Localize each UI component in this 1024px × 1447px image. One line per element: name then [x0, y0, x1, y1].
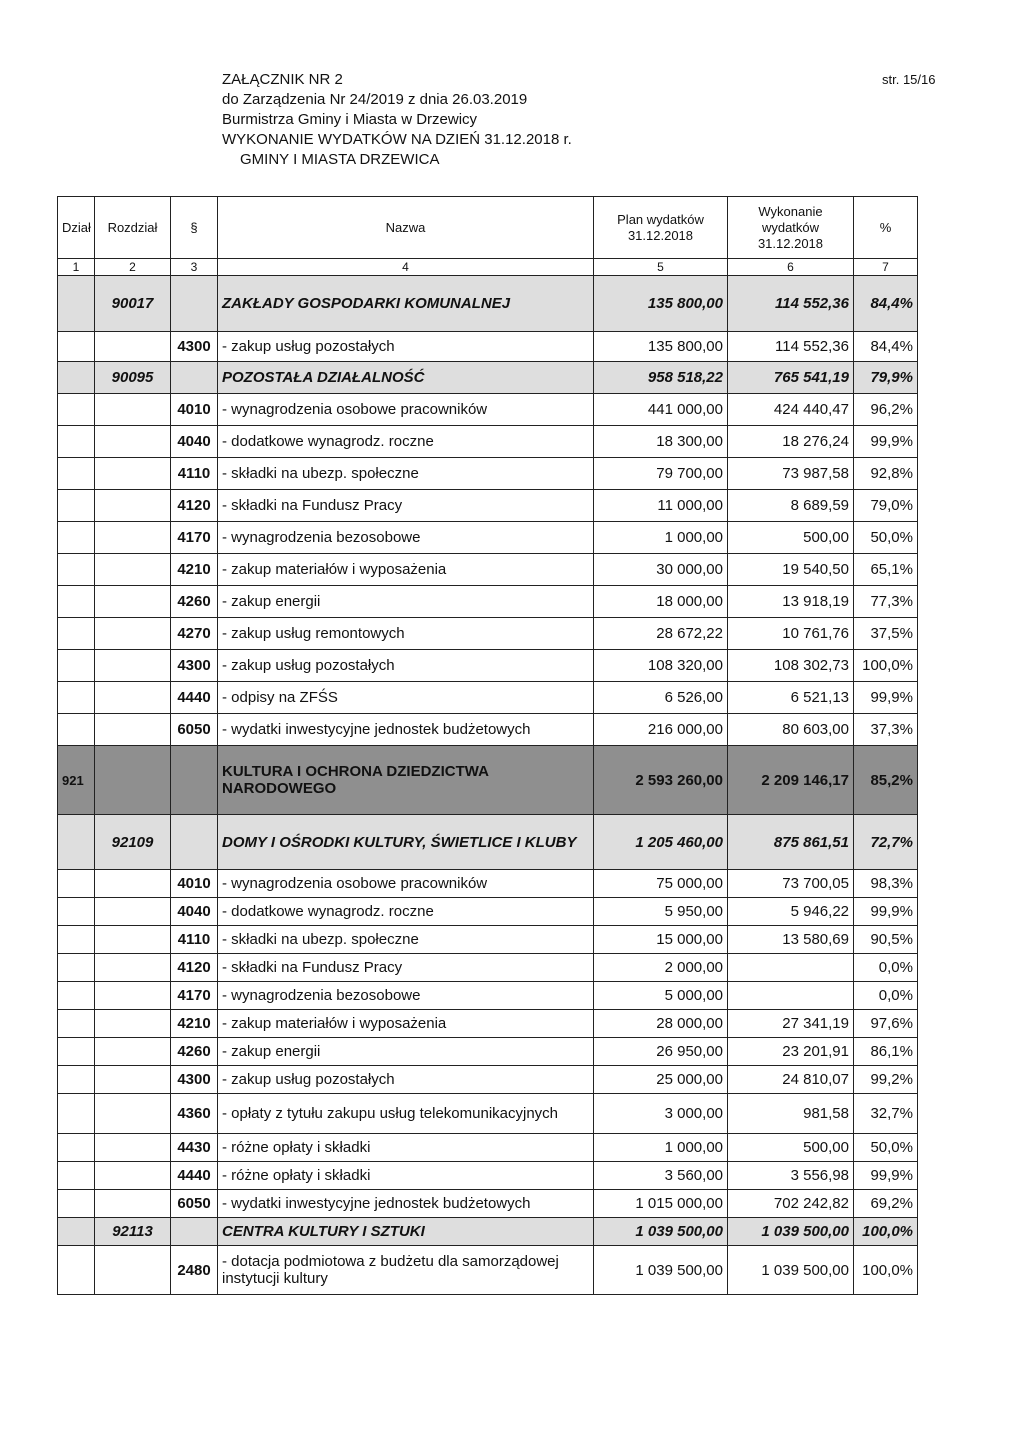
paragraf-cell: 6050 [171, 1190, 218, 1218]
name-cell: - wynagrodzenia bezosobowe [218, 522, 594, 554]
header-ordinance: do Zarządzenia Nr 24/2019 z dnia 26.03.2019 [222, 91, 528, 108]
name-cell: - zakup usług pozostałych [218, 650, 594, 682]
name-cell: - składki na ubezp. społeczne [218, 926, 594, 954]
dzial-cell [58, 1162, 95, 1190]
plan-cell: 5 950,00 [594, 898, 728, 926]
plan-cell: 1 039 500,00 [594, 1246, 728, 1295]
col-number: 5 [594, 259, 728, 276]
name-cell: - dodatkowe wynagrodz. roczne [218, 426, 594, 458]
execution-cell: 1 039 500,00 [728, 1246, 854, 1295]
name-cell: - zakup usług pozostałych [218, 1066, 594, 1094]
expenditure-table [57, 196, 918, 1295]
paragraf-cell: 4040 [171, 426, 218, 458]
rozdzial-cell [95, 926, 171, 954]
percent-cell: 84,4% [854, 332, 918, 362]
rozdzial-cell [95, 898, 171, 926]
name-cell: ZAKŁADY GOSPODARKI KOMUNALNEJ [218, 276, 594, 332]
plan-cell: 6 526,00 [594, 682, 728, 714]
paragraf-cell: 4440 [171, 1162, 218, 1190]
document-header [222, 70, 572, 170]
name-cell: - wynagrodzenia osobowe pracowników [218, 394, 594, 426]
dzial-cell [58, 954, 95, 982]
name-cell: - składki na Fundusz Pracy [218, 490, 594, 522]
division-row [58, 746, 918, 815]
rozdzial-cell [95, 1134, 171, 1162]
plan-cell: 1 039 500,00 [594, 1218, 728, 1246]
chapter-row [58, 362, 918, 394]
percent-cell: 85,2% [854, 746, 918, 815]
col-number: 6 [728, 259, 854, 276]
col-number: 3 [171, 259, 218, 276]
plan-cell: 2 000,00 [594, 954, 728, 982]
percent-cell: 65,1% [854, 554, 918, 586]
rozdzial-cell [95, 682, 171, 714]
plan-cell: 18 000,00 [594, 586, 728, 618]
rozdzial-cell [95, 332, 171, 362]
table-row [58, 1162, 918, 1190]
plan-cell: 79 700,00 [594, 458, 728, 490]
col-number: 4 [218, 259, 594, 276]
col-number: 7 [854, 259, 918, 276]
plan-cell: 30 000,00 [594, 554, 728, 586]
table-row [58, 618, 918, 650]
name-cell: - zakup materiałów i wyposażenia [218, 554, 594, 586]
table-row [58, 1190, 918, 1218]
paragraf-cell [171, 815, 218, 870]
rozdzial-cell [95, 1010, 171, 1038]
paragraf-cell [171, 362, 218, 394]
col-number: 1 [58, 259, 95, 276]
percent-cell: 100,0% [854, 650, 918, 682]
dzial-cell [58, 870, 95, 898]
dzial-cell [58, 554, 95, 586]
execution-cell: 424 440,47 [728, 394, 854, 426]
rozdzial-cell [95, 1246, 171, 1295]
paragraf-cell: 4040 [171, 898, 218, 926]
header-rozdzial: Rozdział [95, 197, 171, 259]
header-wykonanie: Wykonanie wydatków 31.12.2018 [728, 197, 854, 259]
percent-cell: 79,0% [854, 490, 918, 522]
rozdzial-cell [95, 1162, 171, 1190]
percent-cell: 99,9% [854, 898, 918, 926]
name-cell: KULTURA I OCHRONA DZIEDZICTWA NARODOWEGO [218, 746, 594, 815]
dzial-cell [58, 1246, 95, 1295]
plan-cell: 3 000,00 [594, 1094, 728, 1134]
dzial-cell [58, 586, 95, 618]
percent-cell: 79,9% [854, 362, 918, 394]
plan-cell: 5 000,00 [594, 982, 728, 1010]
chapter-row [58, 276, 918, 332]
paragraf-cell: 4300 [171, 1066, 218, 1094]
percent-cell: 96,2% [854, 394, 918, 426]
rozdzial-cell [95, 1038, 171, 1066]
page-number: str. 15/16 [882, 72, 936, 87]
rozdzial-cell [95, 982, 171, 1010]
execution-cell: 13 580,69 [728, 926, 854, 954]
execution-cell: 500,00 [728, 1134, 854, 1162]
chapter-row [58, 815, 918, 870]
percent-cell: 90,5% [854, 926, 918, 954]
table-row [58, 926, 918, 954]
name-cell: - wynagrodzenia osobowe pracowników [218, 870, 594, 898]
dzial-cell [58, 1134, 95, 1162]
paragraf-cell: 4360 [171, 1094, 218, 1134]
rozdzial-cell [95, 1066, 171, 1094]
plan-cell: 2 593 260,00 [594, 746, 728, 815]
percent-cell: 77,3% [854, 586, 918, 618]
dzial-cell [58, 426, 95, 458]
rozdzial-cell [95, 714, 171, 746]
execution-cell: 5 946,22 [728, 898, 854, 926]
dzial-cell [58, 714, 95, 746]
percent-cell: 0,0% [854, 982, 918, 1010]
table-row [58, 458, 918, 490]
rozdzial-cell [95, 554, 171, 586]
paragraf-cell: 4260 [171, 586, 218, 618]
table-row [58, 522, 918, 554]
name-cell: - zakup usług pozostałych [218, 332, 594, 362]
execution-cell: 73 700,05 [728, 870, 854, 898]
table-row [58, 554, 918, 586]
paragraf-cell: 4010 [171, 870, 218, 898]
dzial-cell [58, 522, 95, 554]
execution-cell: 18 276,24 [728, 426, 854, 458]
percent-cell: 37,3% [854, 714, 918, 746]
execution-cell: 2 209 146,17 [728, 746, 854, 815]
execution-cell: 19 540,50 [728, 554, 854, 586]
header-paragraf: § [171, 197, 218, 259]
percent-cell: 50,0% [854, 1134, 918, 1162]
percent-cell: 97,6% [854, 1010, 918, 1038]
dzial-cell [58, 394, 95, 426]
plan-cell: 11 000,00 [594, 490, 728, 522]
name-cell: - zakup materiałów i wyposażenia [218, 1010, 594, 1038]
rozdzial-cell [95, 490, 171, 522]
execution-cell [728, 982, 854, 1010]
table-row [58, 870, 918, 898]
percent-cell: 0,0% [854, 954, 918, 982]
rozdzial-cell [95, 870, 171, 898]
percent-cell: 100,0% [854, 1246, 918, 1295]
plan-cell: 1 015 000,00 [594, 1190, 728, 1218]
paragraf-cell: 4440 [171, 682, 218, 714]
paragraf-cell: 4210 [171, 554, 218, 586]
execution-cell: 23 201,91 [728, 1038, 854, 1066]
dzial-cell [58, 276, 95, 332]
dzial-cell [58, 650, 95, 682]
table-row [58, 682, 918, 714]
execution-cell: 6 521,13 [728, 682, 854, 714]
execution-cell: 8 689,59 [728, 490, 854, 522]
name-cell: - różne opłaty i składki [218, 1162, 594, 1190]
rozdzial-cell: 90017 [95, 276, 171, 332]
dzial-cell [58, 1094, 95, 1134]
plan-cell: 75 000,00 [594, 870, 728, 898]
percent-cell: 72,7% [854, 815, 918, 870]
table-row [58, 898, 918, 926]
execution-cell: 108 302,73 [728, 650, 854, 682]
paragraf-cell [171, 1218, 218, 1246]
table-row [58, 1094, 918, 1134]
paragraf-cell: 4110 [171, 926, 218, 954]
plan-cell: 108 320,00 [594, 650, 728, 682]
name-cell: - opłaty z tytułu zakupu usług telekomunikacyjnych [218, 1094, 594, 1134]
name-cell: - wydatki inwestycyjne jednostek budżetowych [218, 714, 594, 746]
execution-cell: 875 861,51 [728, 815, 854, 870]
execution-cell [728, 954, 854, 982]
execution-cell: 1 039 500,00 [728, 1218, 854, 1246]
paragraf-cell: 4300 [171, 332, 218, 362]
dzial-cell [58, 1066, 95, 1094]
table-row [58, 426, 918, 458]
rozdzial-cell [95, 458, 171, 490]
dzial-cell [58, 682, 95, 714]
name-cell: - zakup usług remontowych [218, 618, 594, 650]
execution-cell: 500,00 [728, 522, 854, 554]
dzial-cell [58, 926, 95, 954]
paragraf-cell: 4170 [171, 982, 218, 1010]
percent-cell: 50,0% [854, 522, 918, 554]
plan-cell: 15 000,00 [594, 926, 728, 954]
dzial-cell [58, 332, 95, 362]
header-row [58, 197, 918, 259]
percent-cell: 84,4% [854, 276, 918, 332]
dzial-cell [58, 982, 95, 1010]
percent-cell: 92,8% [854, 458, 918, 490]
table-row [58, 1038, 918, 1066]
paragraf-cell: 4270 [171, 618, 218, 650]
plan-cell: 135 800,00 [594, 276, 728, 332]
name-cell: - zakup energii [218, 1038, 594, 1066]
rozdzial-cell: 92113 [95, 1218, 171, 1246]
dzial-cell [58, 1190, 95, 1218]
dzial-cell [58, 1038, 95, 1066]
dzial-cell [58, 1010, 95, 1038]
dzial-cell [58, 458, 95, 490]
execution-cell: 765 541,19 [728, 362, 854, 394]
rozdzial-cell [95, 1190, 171, 1218]
paragraf-cell: 4120 [171, 954, 218, 982]
name-cell: - dodatkowe wynagrodz. roczne [218, 898, 594, 926]
dzial-cell [58, 898, 95, 926]
dzial-cell [58, 815, 95, 870]
table-row [58, 1246, 918, 1295]
percent-cell: 37,5% [854, 618, 918, 650]
name-cell: - wynagrodzenia bezosobowe [218, 982, 594, 1010]
percent-cell: 32,7% [854, 1094, 918, 1134]
plan-cell: 135 800,00 [594, 332, 728, 362]
execution-cell: 114 552,36 [728, 332, 854, 362]
paragraf-cell: 6050 [171, 714, 218, 746]
plan-cell: 441 000,00 [594, 394, 728, 426]
percent-cell: 99,9% [854, 682, 918, 714]
dzial-cell [58, 618, 95, 650]
execution-cell: 80 603,00 [728, 714, 854, 746]
table-row [58, 714, 918, 746]
chapter-row [58, 1218, 918, 1246]
percent-cell: 100,0% [854, 1218, 918, 1246]
name-cell: - odpisy na ZFŚS [218, 682, 594, 714]
plan-cell: 216 000,00 [594, 714, 728, 746]
percent-cell: 99,2% [854, 1066, 918, 1094]
table-row [58, 332, 918, 362]
paragraf-cell: 4260 [171, 1038, 218, 1066]
paragraf-cell: 4170 [171, 522, 218, 554]
dzial-cell: 921 [58, 746, 95, 815]
paragraf-cell: 4300 [171, 650, 218, 682]
paragraf-cell: 4010 [171, 394, 218, 426]
paragraf-cell: 4430 [171, 1134, 218, 1162]
plan-cell: 958 518,22 [594, 362, 728, 394]
col-number: 2 [95, 259, 171, 276]
name-cell: POZOSTAŁA DZIAŁALNOŚĆ [218, 362, 594, 394]
plan-cell: 1 000,00 [594, 522, 728, 554]
execution-cell: 13 918,19 [728, 586, 854, 618]
rozdzial-cell [95, 746, 171, 815]
table-row [58, 650, 918, 682]
plan-cell: 18 300,00 [594, 426, 728, 458]
paragraf-cell: 2480 [171, 1246, 218, 1295]
dzial-cell [58, 490, 95, 522]
paragraf-cell [171, 746, 218, 815]
rozdzial-cell: 90095 [95, 362, 171, 394]
percent-cell: 86,1% [854, 1038, 918, 1066]
percent-cell: 99,9% [854, 426, 918, 458]
percent-cell: 98,3% [854, 870, 918, 898]
plan-cell: 28 000,00 [594, 1010, 728, 1038]
execution-cell: 114 552,36 [728, 276, 854, 332]
name-cell: - różne opłaty i składki [218, 1134, 594, 1162]
rozdzial-cell [95, 426, 171, 458]
rozdzial-cell [95, 618, 171, 650]
execution-cell: 27 341,19 [728, 1010, 854, 1038]
rozdzial-cell: 92109 [95, 815, 171, 870]
table-row [58, 1066, 918, 1094]
execution-cell: 24 810,07 [728, 1066, 854, 1094]
header-title: WYKONANIE WYDATKÓW NA DZIEŃ 31.12.2018 r. [222, 131, 572, 148]
plan-cell: 3 560,00 [594, 1162, 728, 1190]
header-plan: Plan wydatków 31.12.2018 [594, 197, 728, 259]
rozdzial-cell [95, 1094, 171, 1134]
execution-cell: 702 242,82 [728, 1190, 854, 1218]
header-nazwa: Nazwa [218, 197, 594, 259]
execution-cell: 981,58 [728, 1094, 854, 1134]
table-row [58, 490, 918, 522]
header-municipality: GMINY I MIASTA DRZEWICA [240, 151, 440, 168]
table-row [58, 1134, 918, 1162]
header-dzial: Dział [58, 197, 95, 259]
name-cell: - dotacja podmiotowa z budżetu dla samorządowej instytucji kultury [218, 1246, 594, 1295]
execution-cell: 73 987,58 [728, 458, 854, 490]
dzial-cell [58, 362, 95, 394]
percent-cell: 69,2% [854, 1190, 918, 1218]
percent-cell: 99,9% [854, 1162, 918, 1190]
name-cell: CENTRA KULTURY I SZTUKI [218, 1218, 594, 1246]
column-number-row [58, 259, 918, 276]
paragraf-cell: 4110 [171, 458, 218, 490]
name-cell: - wydatki inwestycyjne jednostek budżetowych [218, 1190, 594, 1218]
plan-cell: 1 205 460,00 [594, 815, 728, 870]
name-cell: - zakup energii [218, 586, 594, 618]
rozdzial-cell [95, 394, 171, 426]
plan-cell: 26 950,00 [594, 1038, 728, 1066]
table-row [58, 586, 918, 618]
header-attachment: ZAŁĄCZNIK NR 2 [222, 71, 343, 88]
header-procent: % [854, 197, 918, 259]
execution-cell: 3 556,98 [728, 1162, 854, 1190]
paragraf-cell: 4120 [171, 490, 218, 522]
plan-cell: 28 672,22 [594, 618, 728, 650]
rozdzial-cell [95, 954, 171, 982]
dzial-cell [58, 1218, 95, 1246]
table-row [58, 954, 918, 982]
name-cell: - składki na Fundusz Pracy [218, 954, 594, 982]
paragraf-cell: 4210 [171, 1010, 218, 1038]
table-row [58, 1010, 918, 1038]
table-row [58, 394, 918, 426]
plan-cell: 1 000,00 [594, 1134, 728, 1162]
execution-cell: 10 761,76 [728, 618, 854, 650]
paragraf-cell [171, 276, 218, 332]
name-cell: DOMY I OŚRODKI KULTURY, ŚWIETLICE I KLUBY [218, 815, 594, 870]
header-mayor: Burmistrza Gminy i Miasta w Drzewicy [222, 111, 478, 128]
name-cell: - składki na ubezp. społeczne [218, 458, 594, 490]
rozdzial-cell [95, 522, 171, 554]
rozdzial-cell [95, 586, 171, 618]
rozdzial-cell [95, 650, 171, 682]
table-row [58, 982, 918, 1010]
plan-cell: 25 000,00 [594, 1066, 728, 1094]
